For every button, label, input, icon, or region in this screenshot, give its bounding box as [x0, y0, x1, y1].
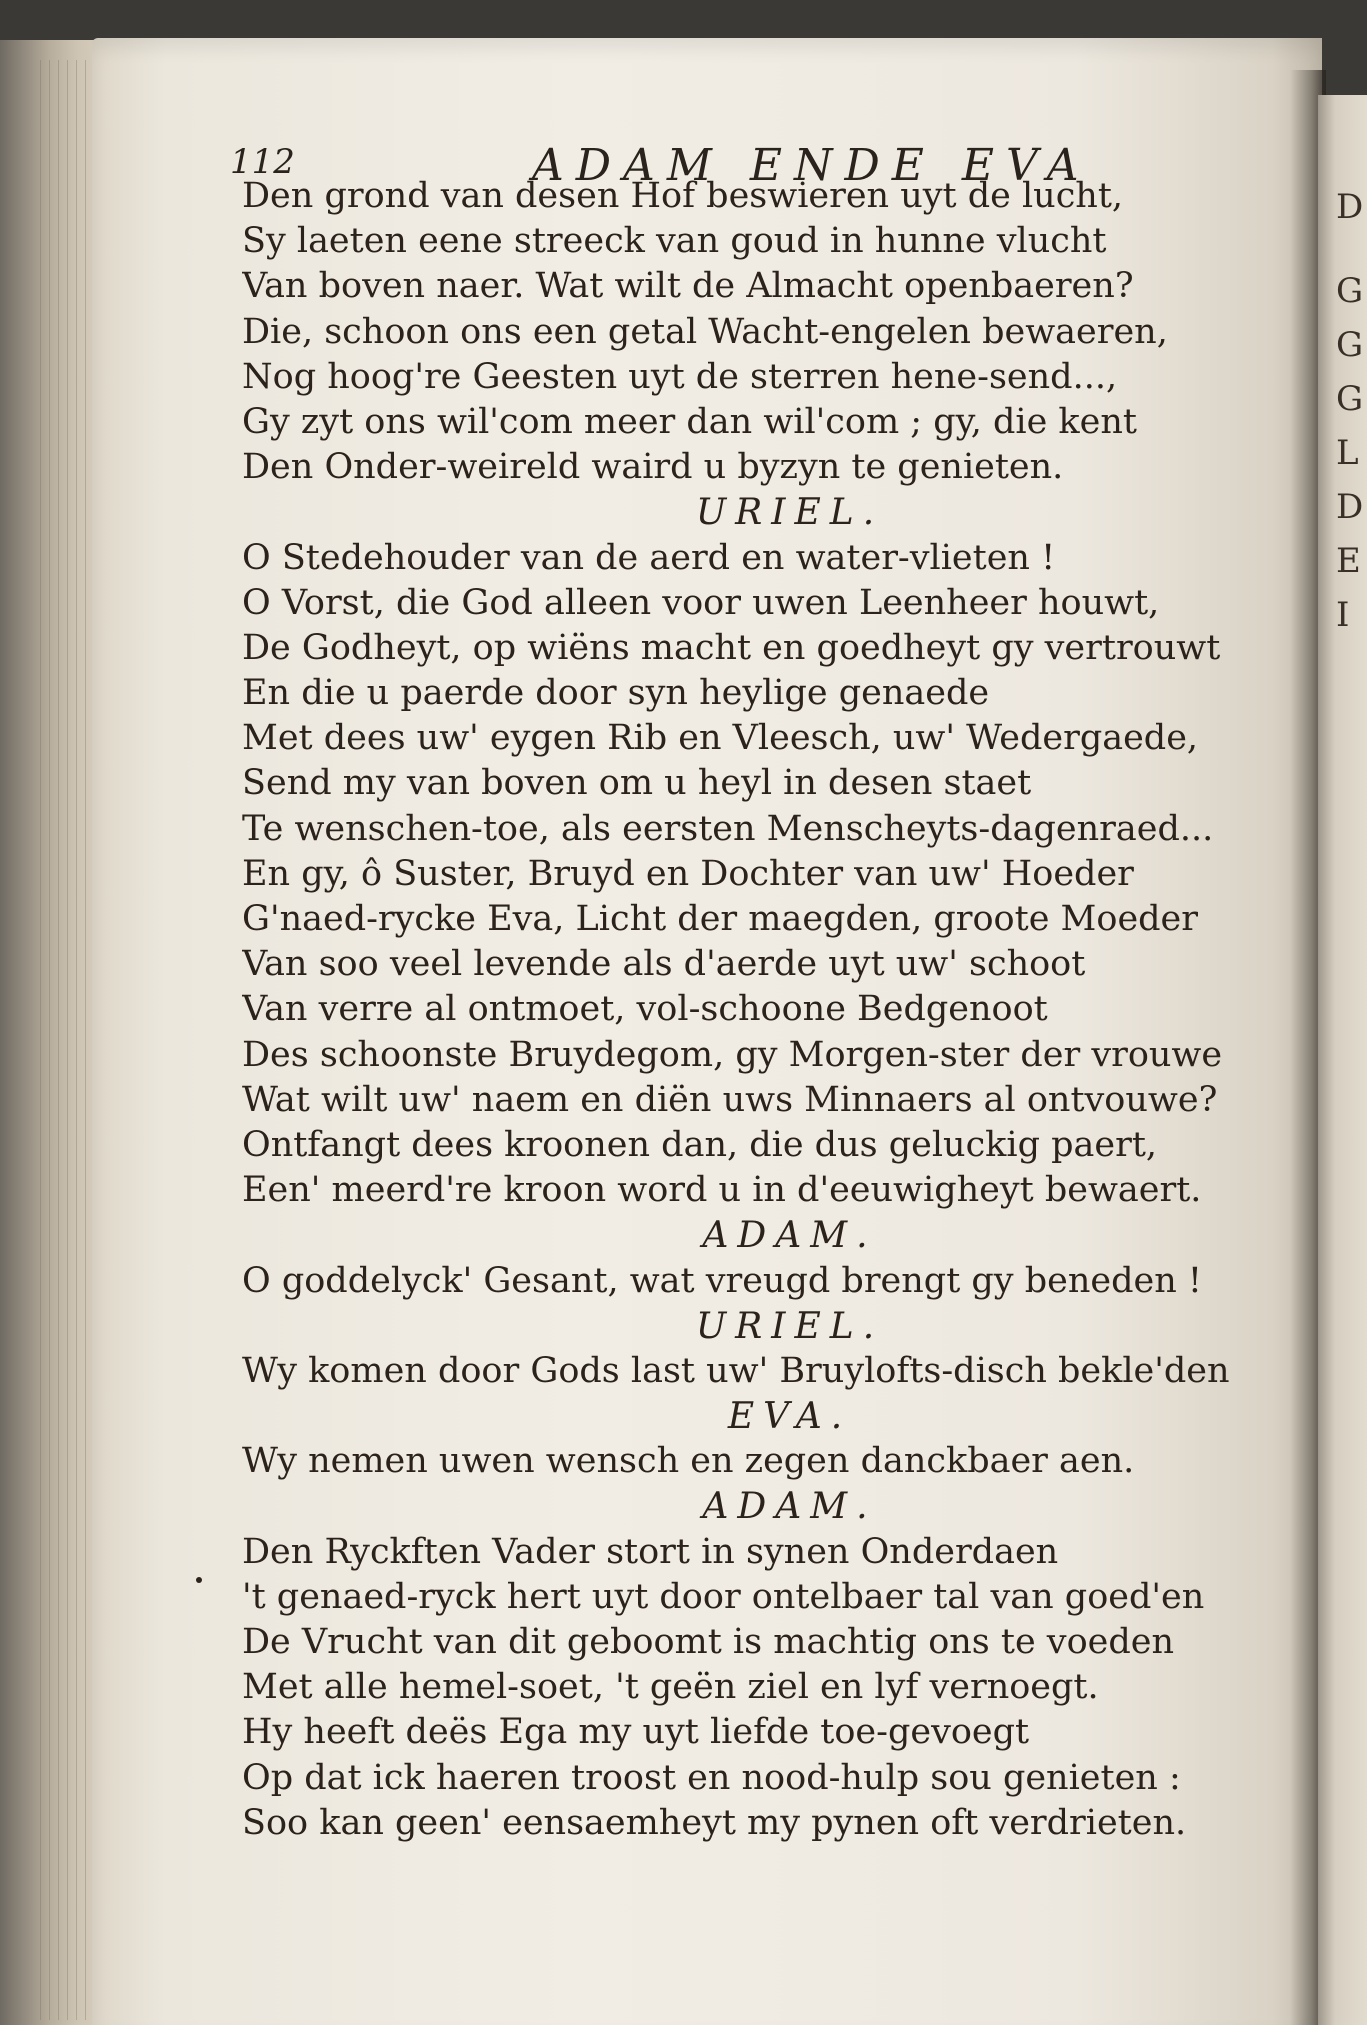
- verse-line: O Stedehouder van de aerd en water-vlieten !: [242, 537, 1056, 578]
- verse-line: En gy, ô Suster, Bruyd en Dochter van uw' Hoeder: [242, 853, 1134, 894]
- verse-line: Soo kan geen' eensaemheyt my pynen oft verdrieten.: [242, 1802, 1187, 1843]
- speaker-heading: ADAM.: [702, 1215, 877, 1257]
- verse-line: G'naed-rycke Eva, Licht der maegden, groote Moeder: [242, 899, 1199, 939]
- speaker-heading: ADAM.: [702, 1486, 877, 1528]
- facing-page-letter: L: [1336, 433, 1359, 473]
- verse-line: Van verre al ontmoet, vol-schoone Bedgenoot: [242, 989, 1048, 1030]
- verse-line: Wat wilt uw' naem en diën uws Minnaers al ontvouwe?: [242, 1079, 1218, 1120]
- ink-dot: [196, 1577, 202, 1583]
- verse-line: Den Onder-weireld waird u byzyn te genieten.: [242, 447, 1064, 488]
- facing-page-letter: D: [1336, 487, 1364, 527]
- verse-line: Hy heeft deës Ega my uyt liefde toe-gevoegt: [242, 1712, 1030, 1753]
- poem-text: [242, 174, 1297, 1846]
- verse-line: En die u paerde door syn heylige genaede: [242, 673, 990, 714]
- facing-page-letter: G: [1336, 325, 1364, 365]
- verse-line: Nog hoog're Geesten uyt de sterren hene-send...,: [242, 356, 1118, 397]
- speaker-heading: URIEL.: [695, 1305, 884, 1347]
- verse-line: Van boven naer. Wat wilt de Almacht openbaeren?: [242, 266, 1134, 307]
- verse-line: 't genaed-ryck hert uyt door ontelbaer tal van goed'en: [242, 1576, 1205, 1617]
- verse-line: Send my van boven om u heyl in desen staet: [242, 763, 1032, 804]
- facing-page-letters: [1336, 180, 1367, 642]
- verse-line: Ontfangt dees kroonen dan, die dus geluckig paert,: [242, 1124, 1158, 1165]
- verse-line: Den grond van desen Hof beswieren uyt de lucht,: [242, 176, 1124, 216]
- verse-line: Met dees uw' eygen Rib en Vleesch, uw' Wedergaede,: [242, 718, 1199, 759]
- facing-page-letter: E: [1336, 541, 1361, 581]
- verse-line: Een' meerd're kroon word u in d'eeuwigheyt bewaert.: [242, 1170, 1202, 1211]
- verse-line: Des schoonste Bruydegom, gy Morgen-ster der vrouwe: [242, 1034, 1223, 1075]
- facing-page-letter: G: [1336, 271, 1364, 311]
- verse-line: Wy komen door Gods last uw' Bruylofts-disch bekle'den: [242, 1350, 1230, 1391]
- verse-line: Met alle hemel-soet, 't geën ziel en lyf vernoegt.: [242, 1667, 1099, 1708]
- running-title: ADAM ENDE EVA: [532, 140, 1091, 191]
- verse-line: Te wenschen-toe, als eersten Menscheyts-dagenraed...: [242, 808, 1214, 849]
- speaker-heading: EVA.: [727, 1396, 852, 1438]
- verse-line: Van soo veel levende als d'aerde uyt uw' schoot: [242, 944, 1086, 985]
- verse-line: Op dat ick haeren troost en nood-hulp sou genieten :: [242, 1757, 1181, 1798]
- verse-line: O goddelyck' Gesant, wat vreugd brengt gy beneden !: [242, 1260, 1202, 1301]
- verse-line: Gy zyt ons wil'com meer dan wil'com ; gy, die kent: [242, 401, 1137, 442]
- facing-page-letter: G: [1336, 379, 1364, 419]
- verse-line: De Vrucht van dit geboomt is machtig ons te voeden: [242, 1622, 1175, 1662]
- facing-page-letter: I: [1336, 595, 1350, 635]
- verse-line: De Godheyt, op wiëns macht en goedheyt gy vertrouwt: [242, 627, 1221, 668]
- verse-line: Den Ryckften Vader stort in synen Onderdaen: [242, 1531, 1059, 1572]
- speaker-heading: URIEL.: [695, 492, 884, 534]
- facing-page-letter: D: [1336, 187, 1364, 227]
- page-number: 112: [230, 142, 295, 182]
- verse-line: Die, schoon ons een getal Wacht-engelen bewaeren,: [242, 311, 1168, 352]
- verse-line: Wy nemen uwen wensch en zegen danckbaer aen.: [242, 1441, 1135, 1482]
- verse-line: Sy laeten eene streeck van goud in hunne vlucht: [242, 221, 1107, 262]
- verse-line: O Vorst, die God alleen voor uwen Leenheer houwt,: [242, 582, 1160, 623]
